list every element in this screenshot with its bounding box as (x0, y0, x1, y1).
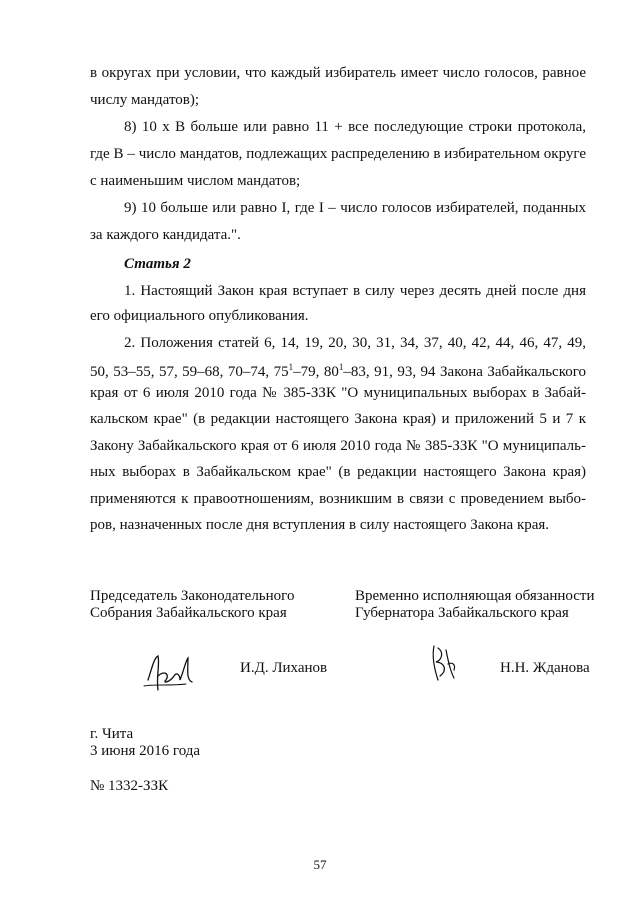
city: г. Чита (90, 726, 134, 742)
body-line-3: 8) 10 x B больше или равно 11 + все последующие строки протокола, (124, 119, 586, 135)
page-number: 57 (313, 857, 327, 872)
body-line-4: где B – число мандатов, подлежащих распределению в избирательном округе (90, 146, 586, 162)
left-signatory-title-1: Председатель Законодательного (90, 588, 295, 604)
article-line-3: 2. Положения статей 6, 14, 19, 20, 30, 31, 34, 37, 40, 42, 44, 46, 47, 49, (124, 335, 586, 351)
body-line-5: с наименьшим числом мандатов; (90, 173, 301, 189)
article-line-4-part-a: 50, 53–55, 57, 59–68, 70–74, 75 (90, 364, 289, 380)
superscript-1: 1 (288, 362, 294, 372)
law-number: № 1332-ЗЗК (90, 778, 169, 794)
law-date: 3 июня 2016 года (90, 743, 201, 759)
superscript-2: 1 (338, 362, 344, 372)
article-line-9: применяются к правоотношениям, возникшим в связи с проведением выбо- (90, 491, 586, 507)
left-handwritten-signature (140, 650, 200, 696)
article-line-4 (90, 358, 586, 381)
article-line-6: кальском крае" (в редакции настоящего Закона края) и приложений 5 и 7 к (90, 411, 586, 427)
article-line-10: ров, назначенных после дня вступления в силу настоящего Закона края. (90, 517, 550, 533)
left-signatory-name: И.Д. Лиханов (240, 660, 328, 676)
right-signatory-title-2: Губернатора Забайкальского края (355, 605, 569, 621)
article-line-1: 1. Настоящий Закон края вступает в силу через десять дней после дня (124, 283, 586, 299)
article-line-7: Закону Забайкальского края от 6 июля 2010 года № 385-ЗЗК "О муниципаль- (90, 438, 586, 454)
left-signatory-title-2: Собрания Забайкальского края (90, 605, 287, 621)
body-line-2: числу мандатов); (90, 92, 200, 108)
body-line-6: 9) 10 больше или равно I, где I – число голосов избирателей, поданных (124, 200, 586, 216)
article-line-4-part-c: –83, 91, 93, 94 Закона Забайкальского (343, 364, 587, 380)
article-line-8: ных выборах в Забайкальском крае" (в редакции настоящего Закона края) (90, 464, 586, 480)
right-handwritten-signature (424, 640, 464, 690)
article-line-2: его официального опубликования. (90, 308, 309, 324)
article-line-4-part-b: –79, 80 (293, 364, 339, 380)
article-heading: Статья 2 (124, 256, 191, 272)
right-signatory-title-1: Временно исполняющая обязанности (355, 588, 595, 604)
body-line-7: за каждого кандидата.". (90, 227, 241, 243)
body-line-1: в округах при условии, что каждый избиратель имеет число голосов, равное (90, 65, 586, 81)
right-signatory-name: Н.Н. Жданова (500, 660, 590, 676)
article-line-5: края от 6 июля 2010 года № 385-ЗЗК "О муниципальных выборах в Забай- (90, 385, 586, 401)
